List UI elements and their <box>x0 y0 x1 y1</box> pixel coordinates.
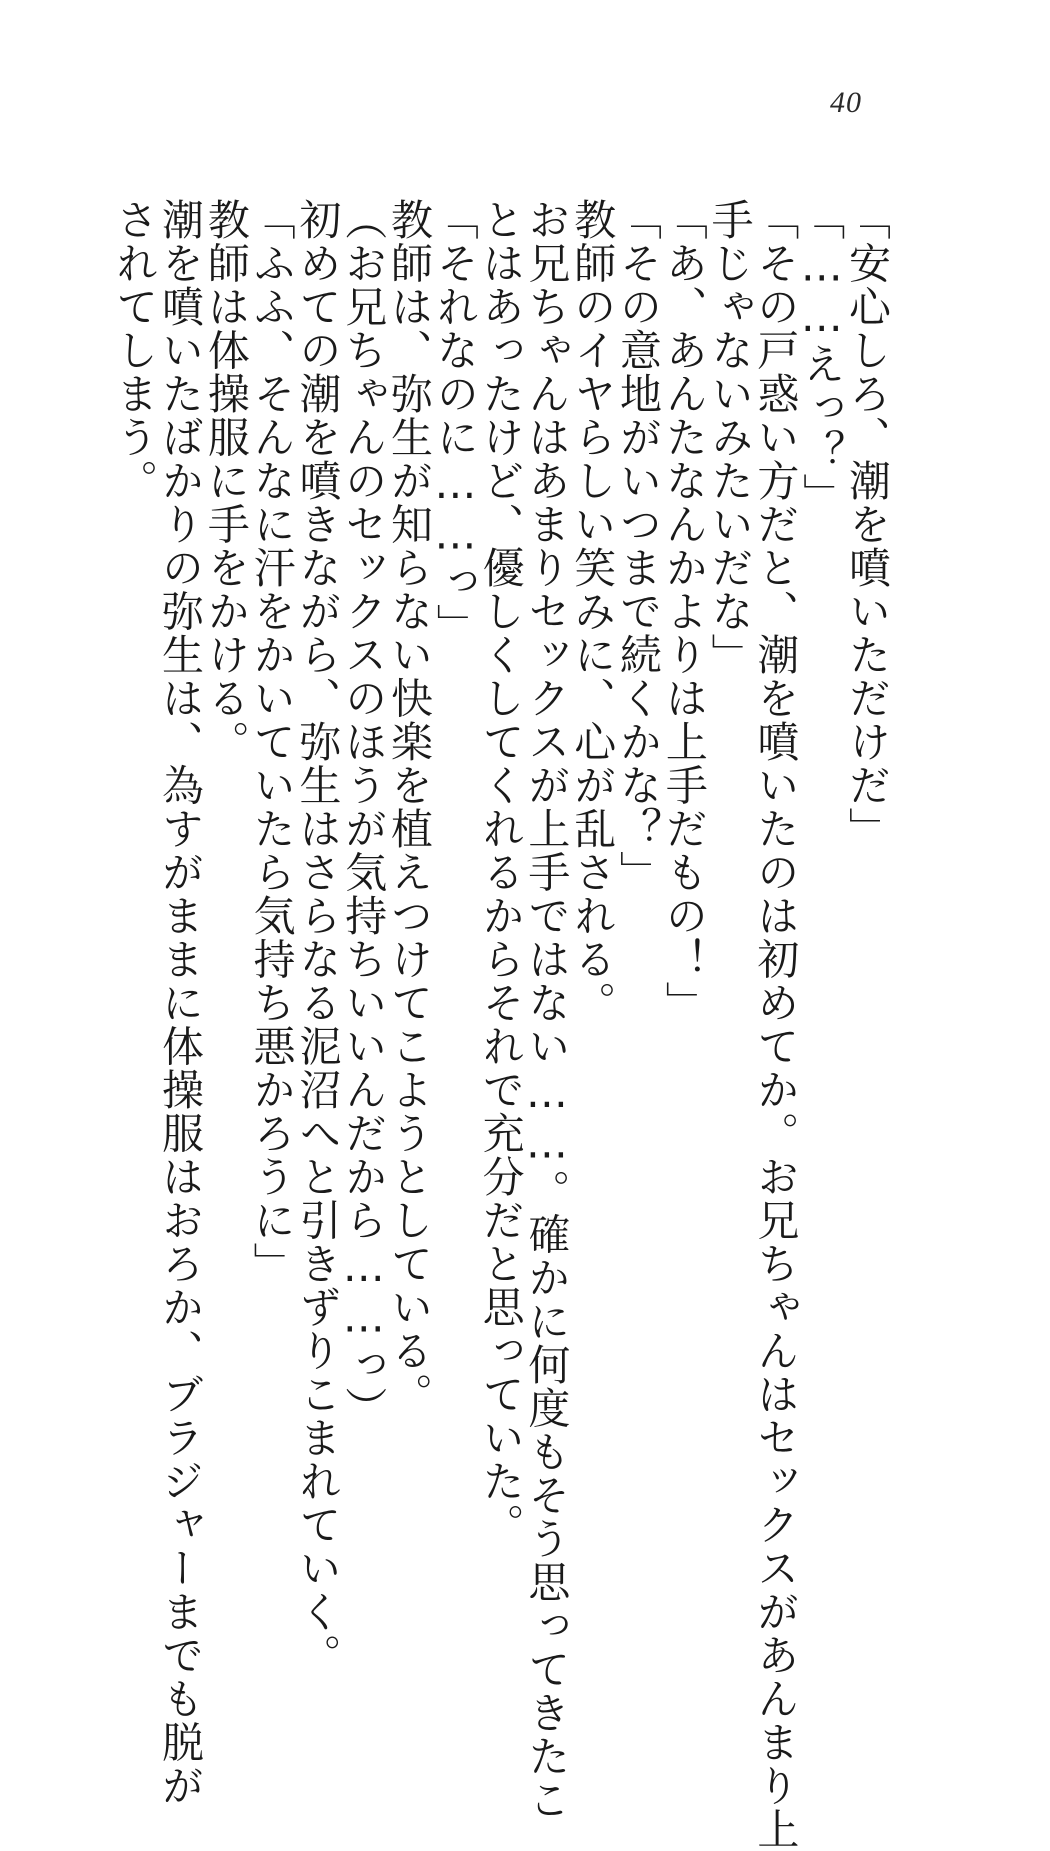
text-line: （お兄ちゃんのセックスのほうが気持ちいいんだから……っ） <box>339 198 389 1430</box>
text-line: 「その戸惑い方だと、潮を噴いたのは初めてか。お兄ちゃんはセックスがあんまり上 <box>751 198 801 1851</box>
text-line: 教師は、弥生が知らない快楽を植えつけてこようとしている。 <box>385 198 435 1416</box>
text-line: 「安心しろ、潮を噴いただけだ」 <box>843 198 892 851</box>
text-line: 教師は体操服に手をかける。 <box>201 198 251 764</box>
text-line: 「あ、あんたなんかよりは上手だもの！」 <box>659 198 709 1025</box>
text-line: 「……えっ？」 <box>797 198 847 517</box>
text-line: 教師のイヤらしい笑みに、心が乱される。 <box>568 198 618 1025</box>
vertical-text-body <box>110 198 892 1851</box>
page-number: 40 <box>830 86 862 119</box>
text-line: 「その意地がいつまで続くかな？」 <box>614 198 664 894</box>
text-line: とはあったけど、優しくしてくれるからそれで充分だと思っていた。 <box>476 198 526 1547</box>
text-line: されてしまう。 <box>110 198 160 503</box>
text-line: 「ふふ、そんなに汗をかいていたら気持ち悪かろうに」 <box>247 198 297 1286</box>
text-line: 手じゃないみたいだな」 <box>705 198 755 677</box>
text-line: 「それなのに……っ」 <box>430 198 480 647</box>
text-line: 潮を噴いたばかりの弥生は、為すがままに体操服はおろか、ブラジャーまでも脱が <box>156 198 206 1808</box>
text-line: お兄ちゃんはあまりセックスが上手ではない……。確かに何度もそう思ってきたこ <box>522 198 572 1822</box>
text-line: 初めての潮を噴きながら、弥生はさらなる泥沼へと引きずりこまれていく。 <box>293 198 343 1677</box>
